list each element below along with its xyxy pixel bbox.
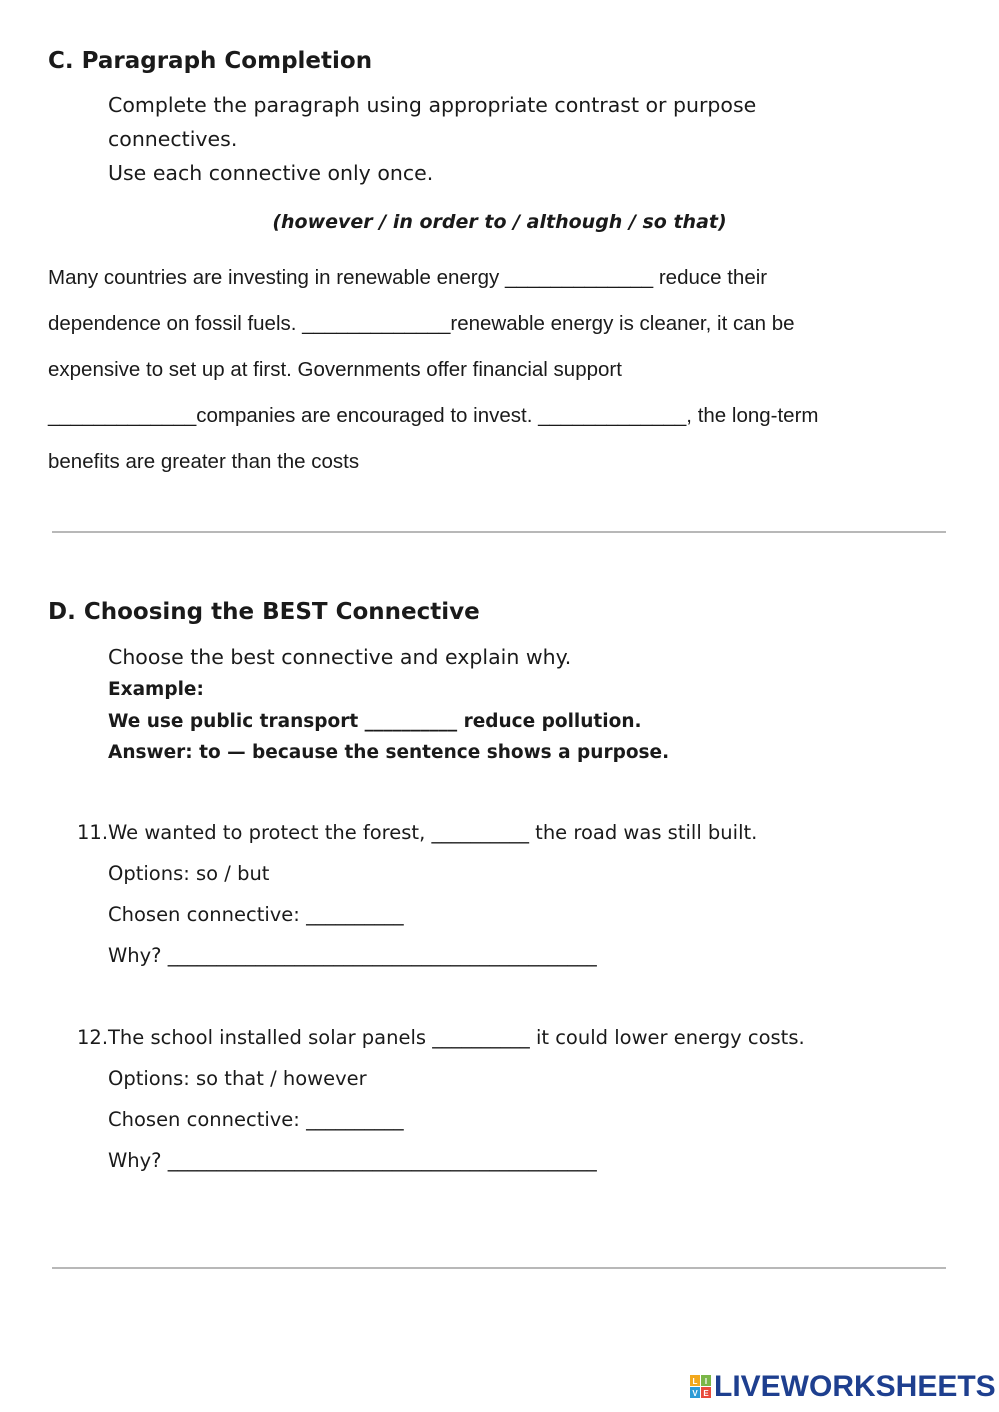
instruction-line: connectives. — [108, 127, 238, 151]
svg-text:I: I — [704, 1377, 708, 1386]
chosen-connective-blank[interactable]: Chosen connective: __________ — [108, 903, 404, 926]
paragraph-line: expensive to set up at first. Governments offer financial support — [48, 358, 622, 381]
example-answer: Answer: to — because the sentence shows a purpose. — [108, 742, 670, 763]
paragraph-line: _____________companies are encouraged to invest. _____________, the long-term — [48, 404, 819, 427]
paragraph-line: dependence on fossil fuels. _____________renewable energy is cleaner, it can be — [48, 312, 795, 335]
svg-text:V: V — [692, 1389, 698, 1398]
section-d-instruction: Choose the best connective and explain why. — [108, 645, 572, 669]
question-sentence: The school installed solar panels __________ it could lower energy costs. — [108, 1026, 805, 1049]
question-number: 11. — [77, 821, 109, 844]
paragraph — [48, 255, 818, 485]
example-block — [108, 674, 669, 769]
question-sentence: We wanted to protect the forest, __________ the road was still built. — [108, 821, 758, 844]
instruction-line: Use each connective only once. — [108, 161, 434, 185]
question-options: Options: so that / however — [108, 1067, 367, 1090]
svg-text:L: L — [692, 1377, 698, 1386]
connective-choices: (however / in order to / although / so that) — [272, 211, 727, 233]
question-options: Options: so / but — [108, 862, 270, 885]
logo-text: LIVEWORKSHEETS — [714, 1370, 996, 1403]
why-answer-blank[interactable]: Why? ____________________________________________ — [108, 1149, 597, 1172]
divider — [52, 1267, 946, 1269]
divider — [52, 531, 946, 533]
chosen-connective-blank[interactable]: Chosen connective: __________ — [108, 1108, 404, 1131]
example-label: Example: — [108, 679, 204, 700]
example-sentence: We use public transport __________ reduce pollution. — [108, 710, 642, 732]
live-blocks-icon — [690, 1374, 712, 1400]
why-answer-blank[interactable]: Why? ____________________________________________ — [108, 944, 597, 967]
paragraph-line: benefits are greater than the costs — [48, 450, 360, 473]
liveworksheets-logo — [690, 1372, 996, 1402]
question-number: 12. — [77, 1026, 109, 1049]
section-c-title: C. Paragraph Completion — [48, 48, 373, 74]
section-d-title: D. Choosing the BEST Connective — [48, 599, 480, 625]
section-c-instructions — [108, 88, 756, 190]
instruction-line: Complete the paragraph using appropriate contrast or purpose — [108, 93, 757, 117]
paragraph-line: Many countries are investing in renewable energy _____________ reduce their — [48, 266, 768, 289]
svg-text:E: E — [703, 1389, 709, 1398]
